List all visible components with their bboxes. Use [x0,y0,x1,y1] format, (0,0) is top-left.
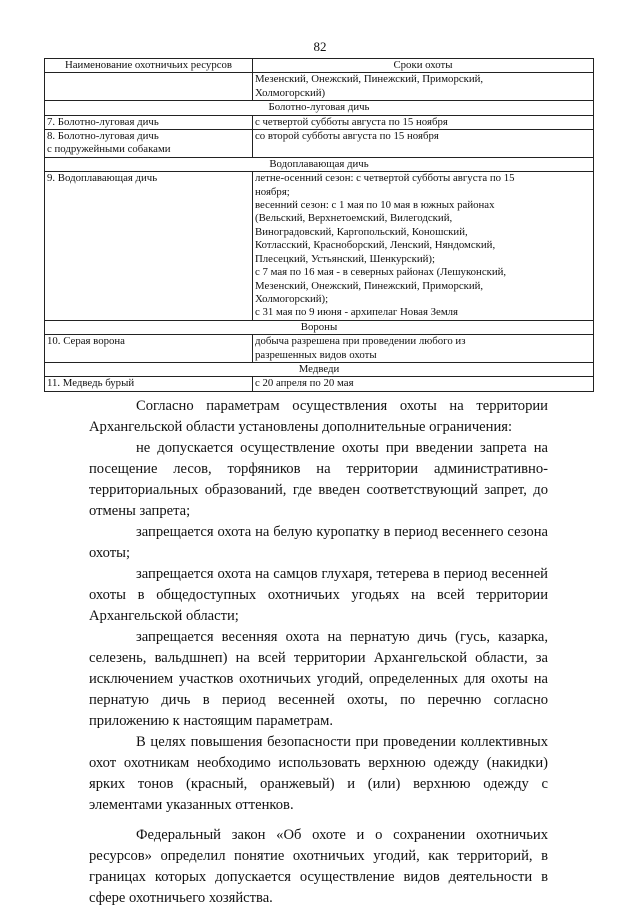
period-line: Котласский, Красноборский, Ленский, Няндомский, [255,239,496,252]
table-row [45,335,594,363]
period-line: с 7 мая по 16 мая - в северных районах (Лешуконский, [255,266,507,279]
period-line: Мезенский, Онежский, Пинежский, Приморский, [255,73,484,86]
period-line: (Вельский, Верхнетоемский, Вилегодский, [255,212,453,225]
cell-resource [45,130,253,158]
table-row [45,73,594,101]
period-line: весенний сезон: с 1 мая по 10 мая в южных районах [255,199,495,212]
resource-line: с подружейными собаками [47,143,171,156]
resource-line: 8. Болотно-луговая дичь [47,130,159,143]
cell-resource: 10. Серая ворона [45,335,253,363]
table-row [45,130,594,158]
category-waterfowl: Водоплавающая дичь [45,157,594,171]
cell-resource: 11. Медведь бурый [45,377,253,391]
period-line: Мезенский, Онежский, Пинежский, Приморский, [255,279,484,292]
cell-period: со второй субботы августа по 15 ноября [253,130,594,158]
period-line: Холмогорский) [255,86,326,99]
table-row [45,172,594,320]
cell-period [253,172,594,320]
cell-period: с четвертой субботы августа по 15 ноября [253,115,594,129]
column-header-resources: Наименование охотничьих ресурсов [45,59,253,73]
paragraph: Согласно параметрам осуществления охоты на территории Архангельской области установлены дополнительные ограничения: [89,398,548,435]
category-row [45,320,594,334]
category-bog-game: Болотно-луговая дичь [45,101,594,115]
period-line: ноября; [255,185,290,198]
period-line: Плесецкий, Устьянский, Шенкурский); [255,252,435,265]
cell-resource [45,73,253,101]
cell-period: с 20 апреля по 20 мая [253,377,594,391]
cell-period [253,73,594,101]
category-bears: Медведи [45,362,594,376]
paragraph: не допускается осуществление охоты при введении запрета на посещение лесов, торфяников на территории административно-территориальных образований, где введен соответствующий запрет, до отмены запрета; [89,440,548,519]
paragraph: запрещается охота на самцов глухаря, тетерева в период весенней охоты в общедоступных охотничьих угодьях на всей территории Архангельской области; [89,566,548,624]
category-row [45,157,594,171]
period-line: добыча разрешена при проведении любого из [255,335,466,348]
table-header-row [45,59,594,73]
period-line: Виноградовский, Каргопольский, Коношский, [255,225,468,238]
cell-period [253,335,594,363]
column-header-seasons: Сроки охоты [253,59,594,73]
table-row [45,115,594,129]
period-line: Холмогорский); [255,292,329,305]
period-line: летне-осенний сезон: с четвертой субботы августа по 15 [255,172,515,185]
table-row [45,377,594,391]
paragraph: Федеральный закон «Об охоте и о сохранении охотничьих ресурсов» определил понятие охотничьих угодий, как территорий, в границах которых допускается осуществление видов деятельности в сфере охотничьего хозяйства. [89,827,548,906]
period-line: с 31 мая по 9 июня - архипелаг Новая Земля [255,306,459,319]
page-number: 82 [313,39,327,54]
cell-resource: 7. Болотно-луговая дичь [45,115,253,129]
category-crows: Вороны [45,320,594,334]
paragraph: запрещается весенняя охота на пернатую дичь (гусь, казарка, селезень, вальдшнеп) на всей территории Архангельской области, за исключением участков охотничьих угодий, определенных для охоты на пернатую дичь в период весенней охоты, по перечню согласно приложению к настоящим параметрам. [89,629,548,729]
period-line: разрешенных видов охоты [255,348,377,361]
category-row [45,101,594,115]
body-text [89,396,548,909]
paragraph: запрещается охота на белую куропатку в период весеннего сезона охоты; [89,524,548,561]
cell-resource: 9. Водоплавающая дичь [45,172,253,320]
paragraph: В целях повышения безопасности при проведении коллективных охот охотникам необходимо использовать верхнюю одежду (накидки) ярких тонов (красный, оранжевый) и (или) верхнюю одежду с элементами указанных оттенков. [89,734,548,813]
category-row [45,362,594,376]
hunting-seasons-table [44,58,594,392]
